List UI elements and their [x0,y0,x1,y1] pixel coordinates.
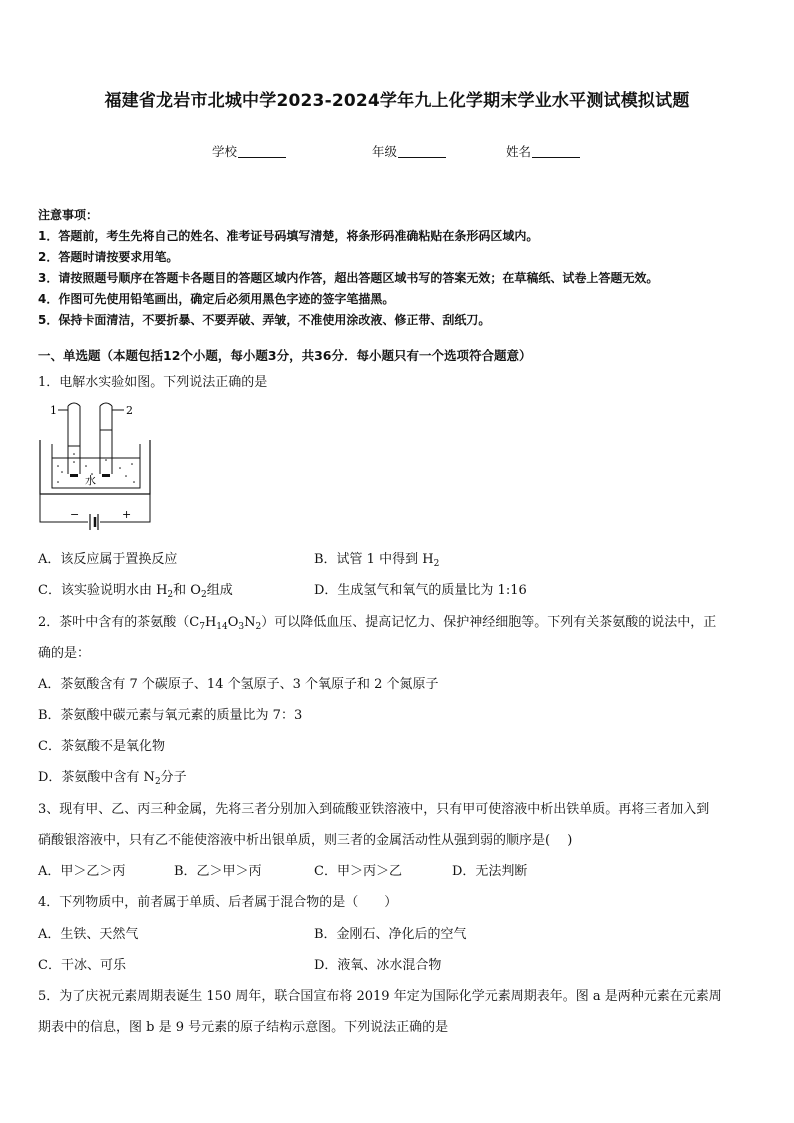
q4-option-b[interactable]: B．金刚石、净化后的空气 [314,927,467,942]
negative-terminal-label: − [70,508,80,521]
grade-blank[interactable] [398,145,446,158]
q4-option-a[interactable]: A．生铁、天然气 [38,927,139,942]
school-blank[interactable] [238,145,286,158]
note-item: 2．答题时请按要求用笔。 [38,250,179,264]
name-blank[interactable] [532,145,580,158]
question-1-stem: 1．电解水实验如图。下列说法正确的是 [38,375,268,390]
notes-heading: 注意事项： [38,208,99,222]
note-item: 5．保持卡面清洁，不要折暴、不要弄破、弄皱，不准使用涂改液、修正带、刮纸刀。 [38,313,491,327]
question-4-stem: 4．下列物质中，前者属于单质、后者属于混合物的是（ ） [38,895,398,910]
q4-option-c[interactable]: C．干冰、可乐 [38,958,126,973]
q3-option-c[interactable]: C．甲＞丙＞乙 [314,864,402,879]
q1-option-b[interactable]: B．试管 1 中得到 $H_2$ [314,552,440,569]
note-item: 1．答题前，考生先将自己的姓名、准考证号码填写清楚，将条形码准确粘贴在条形码区域内。 [38,229,539,243]
note-item: 4．作图可先使用铅笔画出，确定后必须用黑色字迹的签字笔描黑。 [38,292,395,306]
q1-option-a[interactable]: A．该反应属于置换反应 [38,552,178,567]
q3-option-d[interactable]: D．无法判断 [452,864,528,879]
tube-1-label: 1 [50,404,57,417]
section-heading: 一、单选题（本题包括12个小题，每小题3分，共36分．每小题只有一个选项符合题意） [38,348,532,363]
note-item: 3．请按照题号顺序在答题卡各题目的答题区域内作答，超出答题区域书写的答案无效；在草稿纸、试卷上答题无效。 [38,271,659,285]
question-2-stem-cont: 确的是： [38,646,91,661]
water-label: 水 [85,474,96,487]
q2-option-b[interactable]: B．茶氨酸中碳元素与氧元素的质量比为 7：3 [38,708,303,723]
q2-option-c[interactable]: C．茶氨酸不是氧化物 [38,739,165,754]
q2-option-d[interactable]: D．茶氨酸中含有 $N_2$分子 [38,770,187,787]
question-3-stem: 3、现有甲、乙、丙三种金属，先将三者分别加入到硫酸亚铁溶液中，只有甲可使溶液中析出铁单质。再将三者加入到 [38,802,710,817]
q3-option-a[interactable]: A．甲＞乙＞丙 [38,864,126,879]
tube-2-label: 2 [126,404,133,417]
grade-field[interactable]: 年级 [372,142,446,160]
name-field[interactable]: 姓名 [506,142,580,160]
question-5-stem-cont: 期表中的信息，图 b 是 9 号元素的原子结构示意图。下列说法正确的是 [38,1020,449,1035]
question-2-stem: 2．茶叶中含有的茶氨酸$(C_7H_{14}O_3N_2)$可以降低血压、提高记忆力、保护神经细胞等。下列有关茶氨酸的说法中，正 [38,615,717,632]
page-title: 福建省龙岩市北城中学2023-2024学年九上化学期末学业水平测试模拟试题 [104,91,690,111]
question-3-stem-cont: 硝酸银溶液中，只有乙不能使溶液中析出银单质，则三者的金属活动性从强到弱的顺序是( ) [38,833,573,848]
q3-option-b[interactable]: B．乙＞甲＞丙 [174,864,262,879]
notes-section [38,205,768,331]
q4-option-d[interactable]: D．液氧、冰水混合物 [314,958,442,973]
positive-terminal-label: + [122,508,132,521]
q2-option-a[interactable]: A．茶氨酸含有 7 个碳原子、14 个氢原子、3 个氧原子和 2 个氮原子 [38,677,439,692]
question-5-stem: 5．为了庆祝元素周期表诞生 150 周年，联合国宣布将 2019 年定为国际化学元素周期表年。图 a 是两种元素在元素周 [38,989,722,1004]
electrolysis-diagram [38,400,158,530]
q1-option-d[interactable]: D．生成氢气和氧气的质量比为 1:16 [314,583,527,598]
q1-option-c[interactable]: C．该实验说明水由 $H_2$和 $O_2$组成 [38,583,233,600]
school-field[interactable]: 学校 [212,142,286,160]
